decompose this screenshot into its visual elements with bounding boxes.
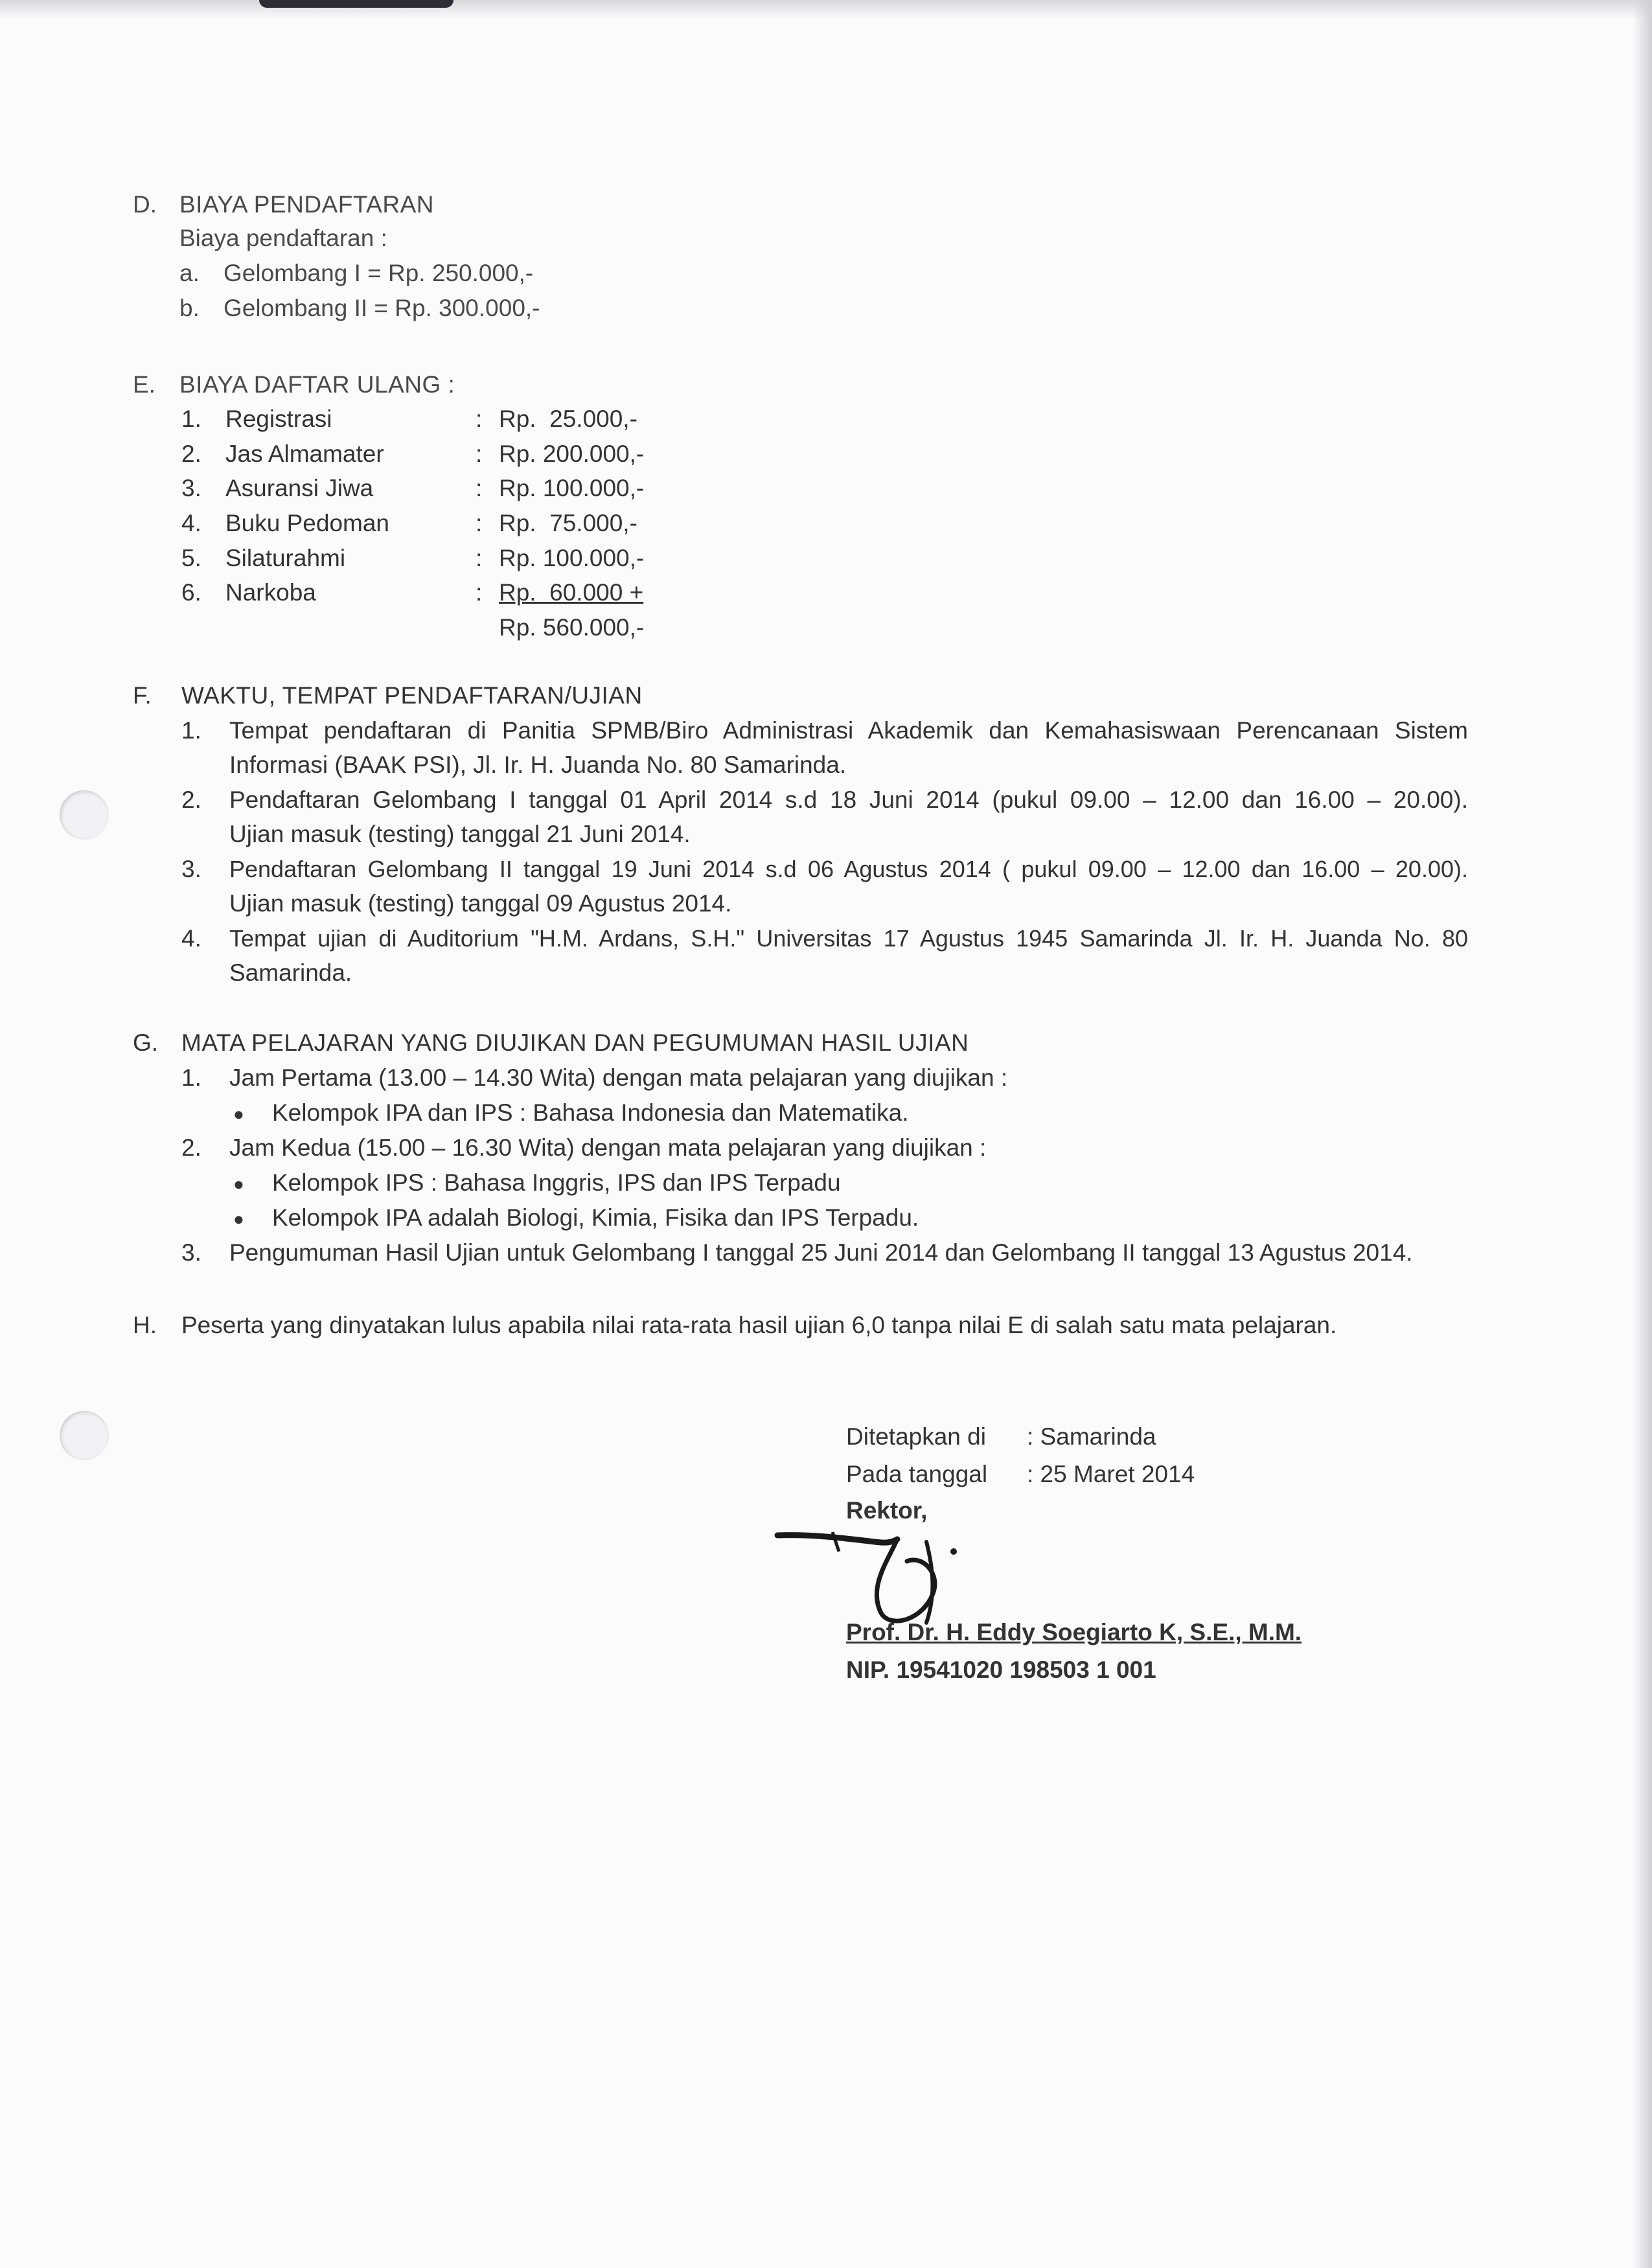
list-item-label: b. — [179, 295, 200, 321]
list-item-text: Jam Kedua (15.00 – 16.30 Wita) dengan mata pelajaran yang diujikan : — [229, 1134, 987, 1161]
fee-row-sep: : — [476, 441, 483, 467]
scan-edge-mark — [259, 0, 453, 8]
signatory-role: Rektor, — [846, 1497, 928, 1524]
fee-row-name: Jas Almamater — [225, 441, 384, 467]
fee-total: Rp. 560.000,- — [499, 614, 645, 641]
bullet-icon: ● — [233, 1209, 244, 1229]
section-d-title: BIAYA PENDAFTARAN — [179, 191, 434, 218]
section-g-letter: G. — [133, 1029, 159, 1056]
fee-row-name: Narkoba — [225, 579, 316, 606]
list-item-line: Ujian masuk (testing) tanggal 09 Agustus 2014. — [229, 890, 732, 917]
fee-row-amount: Rp. 75.000,- — [499, 510, 637, 536]
signatory-name: Prof. Dr. H. Eddy Soegiarto K, S.E., M.M. — [846, 1619, 1302, 1645]
fee-row-name: Registrasi — [225, 406, 332, 432]
bullet-item: Kelompok IPA dan IPS : Bahasa Indonesia dan Matematika. — [272, 1099, 909, 1126]
section-h-text: Peserta yang dinyatakan lulus apabila nilai rata-rata hasil ujian 6,0 tanpa nilai E di salah satu mata pelajaran. — [181, 1312, 1337, 1338]
list-item-text: Jam Pertama (13.00 – 14.30 Wita) dengan mata pelajaran yang diujikan : — [229, 1064, 1008, 1091]
list-item-no: 1. — [181, 717, 201, 744]
fee-row-no: 1. — [181, 406, 201, 432]
fee-row-no: 2. — [181, 441, 201, 467]
fee-row-sep: : — [476, 579, 483, 606]
fee-row-amount: Rp. 100.000,- — [499, 475, 645, 501]
date-value: : 25 Maret 2014 — [1027, 1461, 1195, 1487]
section-f-title: WAKTU, TEMPAT PENDAFTARAN/UJIAN — [181, 682, 643, 709]
fee-row-sep: : — [476, 545, 483, 571]
punch-hole — [60, 790, 109, 840]
fee-row-amount: Rp. 200.000,- — [499, 441, 645, 467]
list-item-no: 3. — [181, 856, 201, 882]
section-g-title: MATA PELAJARAN YANG DIUJIKAN DAN PEGUMUMAN HASIL UJIAN — [181, 1029, 969, 1056]
scan-shadow-right — [1633, 0, 1652, 2268]
bullet-item: Kelompok IPA adalah Biologi, Kimia, Fisika dan IPS Terpadu. — [272, 1204, 919, 1231]
list-item-line: Pendaftaran Gelombang II tanggal 19 Juni 2014 s.d 06 Agustus 2014 ( pukul 09.00 – 12.00 dan 16.00 – 20.00). — [229, 856, 1468, 882]
section-e-title: BIAYA DAFTAR ULANG : — [179, 371, 455, 398]
section-d-intro: Biaya pendaftaran : — [179, 225, 387, 251]
fee-row-sep: : — [476, 406, 483, 432]
fee-row-no: 3. — [181, 475, 201, 501]
list-item-text: Gelombang II = Rp. 300.000,- — [224, 295, 540, 321]
place-label: Ditetapkan di — [846, 1423, 986, 1450]
list-item-no: 2. — [181, 786, 201, 813]
list-item-label: a. — [179, 260, 200, 286]
section-e-letter: E. — [133, 371, 155, 398]
scan-shadow-top — [0, 0, 1652, 19]
fee-row-amount: Rp. 25.000,- — [499, 406, 637, 432]
bullet-icon: ● — [233, 1104, 244, 1124]
list-item-text: Pengumuman Hasil Ujian untuk Gelombang I tanggal 25 Juni 2014 dan Gelombang II tanggal 13 Agustus 2014. — [229, 1239, 1413, 1266]
list-item-line: Tempat pendaftaran di Panitia SPMB/Biro Administrasi Akademik dan Kemahasiswaan Perencanaan Sistem — [229, 717, 1468, 744]
fee-row-no: 6. — [181, 579, 201, 606]
list-item-no: 1. — [181, 1064, 201, 1091]
section-h-letter: H. — [133, 1312, 157, 1338]
fee-row-sep: : — [476, 510, 483, 536]
fee-row-no: 5. — [181, 545, 201, 571]
list-item-text: Gelombang I = Rp. 250.000,- — [224, 260, 534, 286]
list-item-no: 3. — [181, 1239, 201, 1266]
fee-row-amount: Rp. 100.000,- — [499, 545, 645, 571]
date-label: Pada tanggal — [846, 1461, 988, 1487]
list-item-line: Informasi (BAAK PSI), Jl. Ir. H. Juanda No. 80 Samarinda. — [229, 751, 847, 778]
signatory-nip: NIP. 19541020 198503 1 001 — [846, 1656, 1156, 1683]
section-f-letter: F. — [133, 682, 152, 709]
fee-row-name: Silaturahmi — [225, 545, 346, 571]
fee-row-name: Asuransi Jiwa — [225, 475, 374, 501]
list-item-line: Tempat ujian di Auditorium "H.M. Ardans, S.H." Universitas 17 Agustus 1945 Samarinda Jl. Ir. H. Juanda No. 80 — [229, 925, 1468, 952]
fee-row-name: Buku Pedoman — [225, 510, 390, 536]
punch-hole — [60, 1411, 109, 1460]
list-item-line: Pendaftaran Gelombang I tanggal 01 April 2014 s.d 18 Juni 2014 (pukul 09.00 – 12.00 dan 16.00 – 20.00). — [229, 786, 1468, 813]
handwritten-signature — [771, 1516, 978, 1632]
section-d-letter: D. — [133, 191, 157, 218]
bullet-icon: ● — [233, 1174, 244, 1194]
list-item-no: 2. — [181, 1134, 201, 1161]
fee-row-no: 4. — [181, 510, 201, 536]
fee-row-amount: Rp. 60.000 + — [499, 579, 644, 606]
list-item-line: Ujian masuk (testing) tanggal 21 Juni 2014. — [229, 821, 691, 847]
fee-row-sep: : — [476, 475, 483, 501]
list-item-no: 4. — [181, 925, 201, 952]
place-value: : Samarinda — [1027, 1423, 1156, 1450]
bullet-item: Kelompok IPS : Bahasa Inggris, IPS dan IPS Terpadu — [272, 1169, 841, 1196]
list-item-line: Samarinda. — [229, 959, 352, 986]
